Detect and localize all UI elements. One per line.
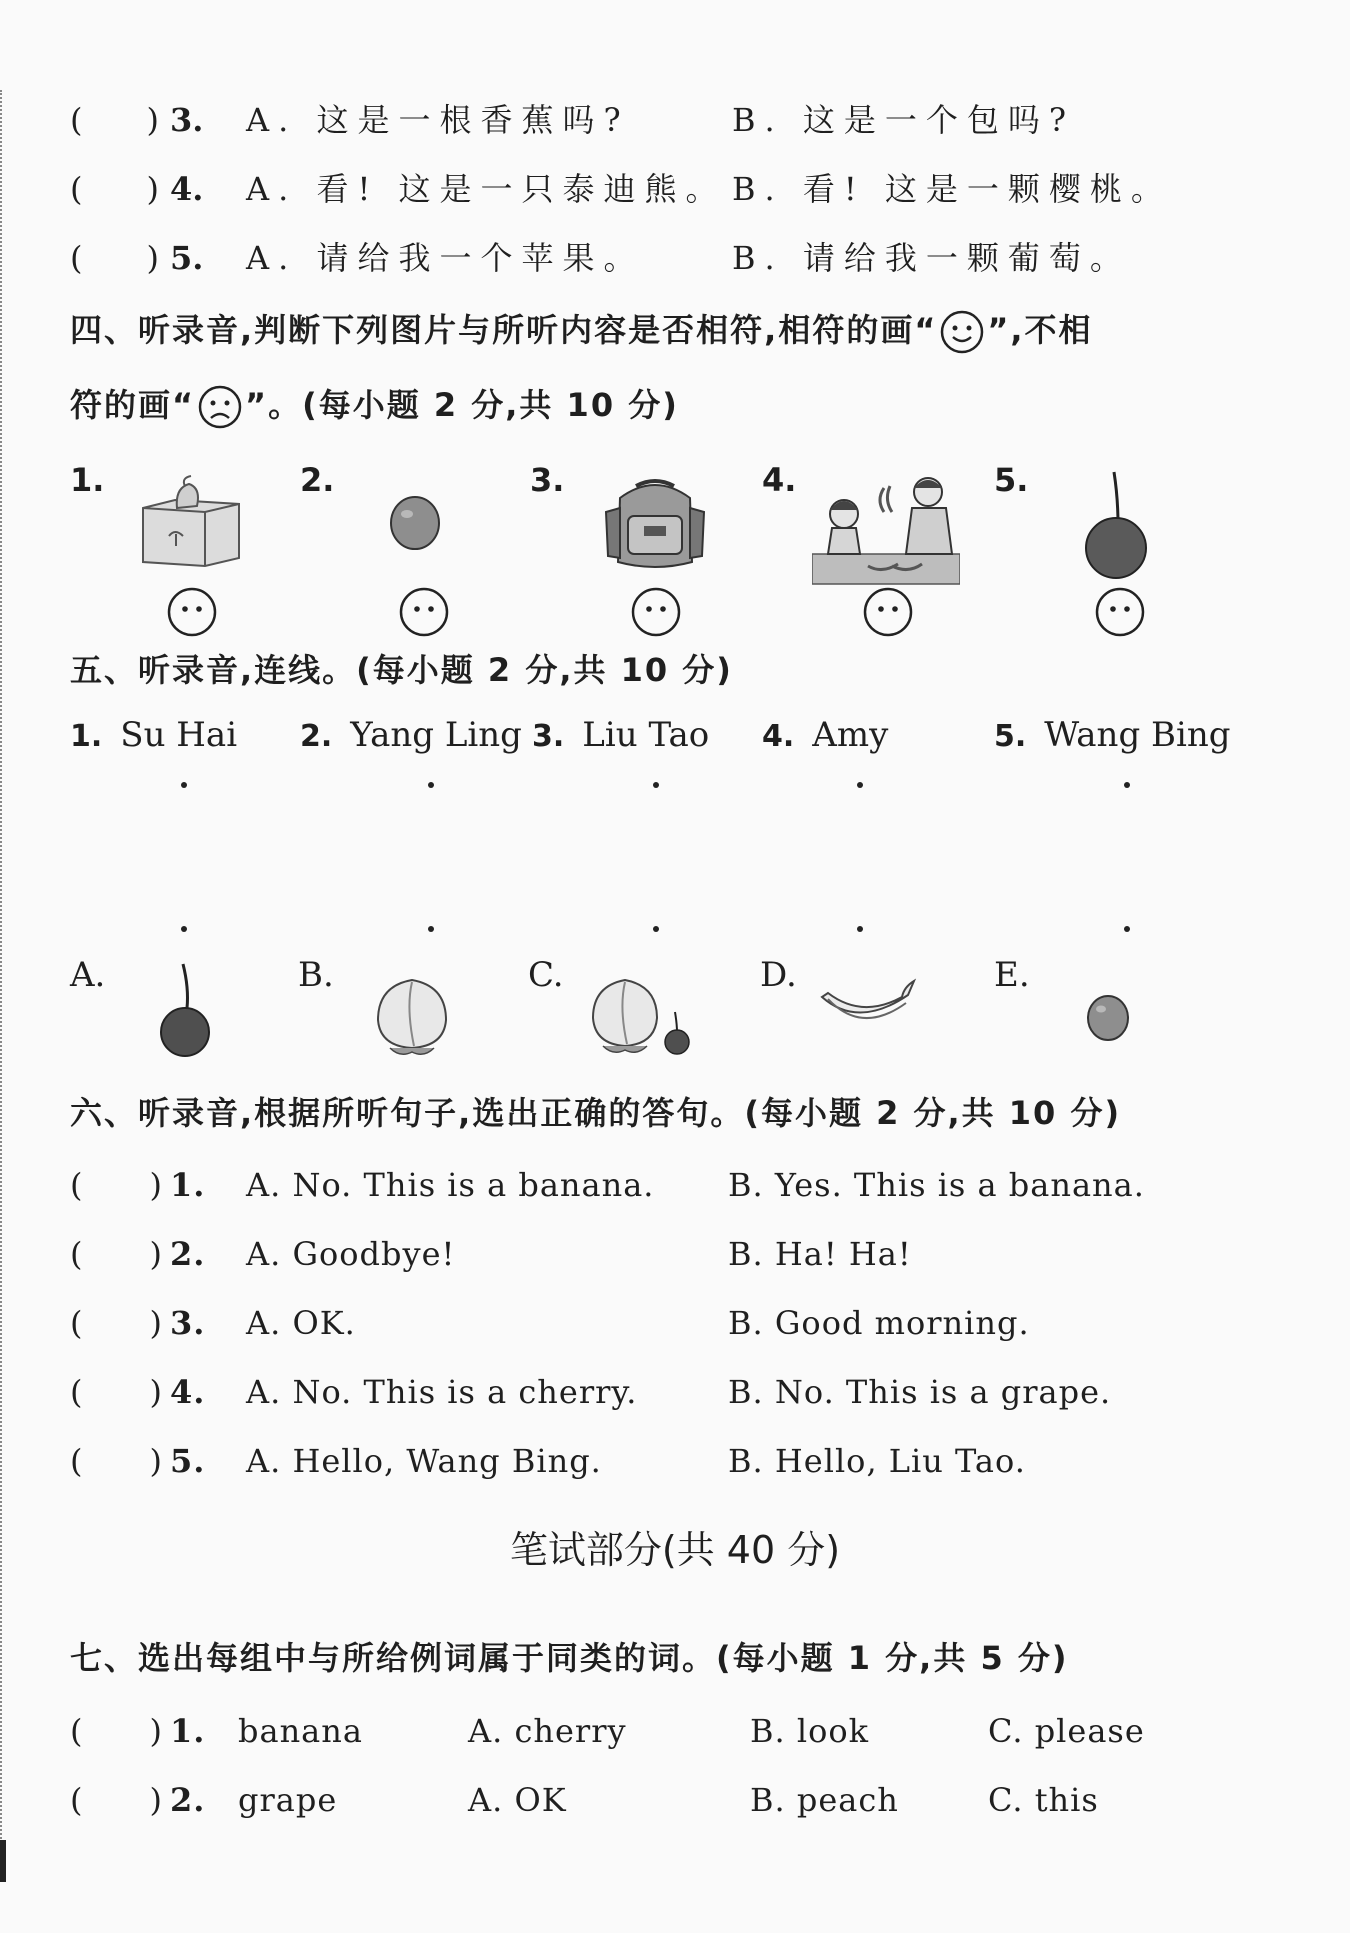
peach-icon bbox=[370, 968, 454, 1058]
cherry-icon bbox=[155, 962, 217, 1058]
section4-score: ”。(每小题 2 分,共 10 分) bbox=[245, 386, 679, 424]
answer-blank[interactable]: ( ) bbox=[70, 170, 159, 208]
question-number: 4. bbox=[170, 1373, 206, 1411]
question-number: 2. bbox=[170, 1781, 206, 1819]
option-a: A. No. This is a banana. bbox=[246, 1166, 655, 1204]
school-bag-icon bbox=[600, 472, 710, 574]
smiley-face-icon[interactable] bbox=[630, 586, 682, 638]
option-a: A. cherry bbox=[468, 1712, 627, 1750]
option-a: A. 请给我一个苹果。 bbox=[246, 239, 645, 277]
option-b: B. 看! 这是一颗樱桃。 bbox=[732, 170, 1172, 208]
option-c: C. please bbox=[988, 1712, 1145, 1750]
answer-blank[interactable]: ( ) bbox=[70, 1304, 163, 1342]
binding-edge-mark bbox=[0, 1840, 6, 1882]
children-bananas-icon bbox=[812, 470, 960, 586]
name-item-5 bbox=[994, 710, 1231, 762]
section7-heading: 七、选出每组中与所给例词属于同类的词。(每小题 1 分,共 5 分) bbox=[70, 1639, 1069, 1677]
connect-dot-bottom-b[interactable] bbox=[428, 926, 434, 932]
name-item-3 bbox=[532, 710, 709, 762]
gift-box-peach-icon bbox=[135, 470, 247, 570]
answer-blank[interactable]: ( ) bbox=[70, 1166, 163, 1204]
option-a: A. OK bbox=[468, 1781, 567, 1819]
smiley-face-icon[interactable] bbox=[862, 586, 914, 638]
option-b: B. 这是一个包吗? bbox=[732, 101, 1076, 139]
banana-icon bbox=[818, 975, 920, 1037]
question-number: 1. bbox=[170, 1166, 206, 1204]
option-b: B. Yes. This is a banana. bbox=[728, 1166, 1145, 1204]
question-number: 2. bbox=[170, 1235, 206, 1273]
name-number: 2. bbox=[300, 719, 333, 754]
option-a: A. 这是一根香蕉吗? bbox=[246, 101, 630, 139]
picture-letter-d: D. bbox=[760, 955, 797, 995]
question-number: 5. bbox=[170, 1442, 206, 1480]
name-item-2 bbox=[300, 710, 522, 762]
connect-dot-top-4[interactable] bbox=[857, 782, 863, 788]
question-number: 3. bbox=[170, 101, 204, 139]
picture-label-3: 3. bbox=[530, 461, 565, 499]
name-text: Amy bbox=[812, 715, 889, 755]
name-text: Su Hai bbox=[120, 715, 238, 755]
option-b: B. 请给我一颗葡萄。 bbox=[732, 239, 1131, 277]
connect-dot-bottom-e[interactable] bbox=[1124, 926, 1130, 932]
picture-label-5: 5. bbox=[994, 461, 1029, 499]
connect-dot-top-2[interactable] bbox=[428, 782, 434, 788]
connect-dot-top-3[interactable] bbox=[653, 782, 659, 788]
written-part-title: 笔试部分(共 40 分) bbox=[509, 1528, 841, 1572]
section6-heading: 六、听录音,根据所听句子,选出正确的答句。(每小题 2 分,共 10 分) bbox=[70, 1094, 1122, 1132]
answer-blank[interactable]: ( ) bbox=[70, 1373, 163, 1411]
question-number: 5. bbox=[170, 239, 204, 277]
question-number: 3. bbox=[170, 1304, 206, 1342]
name-text: Yang Ling bbox=[350, 715, 522, 755]
question-number: 4. bbox=[170, 170, 204, 208]
section4-heading-line1 bbox=[70, 305, 1093, 355]
name-number: 3. bbox=[532, 719, 565, 754]
picture-letter-c: C. bbox=[528, 955, 564, 995]
option-b: B. peach bbox=[750, 1781, 899, 1819]
answer-blank[interactable]: ( ) bbox=[70, 239, 159, 277]
picture-letter-a: A. bbox=[70, 955, 106, 995]
answer-blank[interactable]: ( ) bbox=[70, 1442, 163, 1480]
smiley-face-icon[interactable] bbox=[398, 586, 450, 638]
section4-heading-text: 四、听录音,判断下列图片与所听内容是否相符,相符的画“ bbox=[70, 311, 938, 349]
picture-label-1: 1. bbox=[70, 461, 105, 499]
option-b: B. look bbox=[750, 1712, 870, 1750]
name-number: 1. bbox=[70, 719, 103, 754]
option-a: A. No. This is a cherry. bbox=[246, 1373, 638, 1411]
connect-dot-top-5[interactable] bbox=[1124, 782, 1130, 788]
name-text: Liu Tao bbox=[582, 715, 710, 755]
peach-and-cherry-icon bbox=[585, 968, 695, 1058]
section4-heading-line2 bbox=[70, 380, 679, 430]
smiley-face-icon bbox=[939, 309, 985, 355]
cherry-icon bbox=[1080, 468, 1152, 582]
connect-dot-top-1[interactable] bbox=[181, 782, 187, 788]
name-text: Wang Bing bbox=[1044, 715, 1231, 755]
option-b: B. No. This is a grape. bbox=[728, 1373, 1112, 1411]
section5-heading: 五、听录音,连线。(每小题 2 分,共 10 分) bbox=[70, 651, 733, 689]
answer-blank[interactable]: ( ) bbox=[70, 101, 159, 139]
example-word: banana bbox=[238, 1712, 363, 1750]
name-item-1 bbox=[70, 710, 237, 762]
option-a: A. 看! 这是一只泰迪熊。 bbox=[246, 170, 727, 208]
answer-blank[interactable]: ( ) bbox=[70, 1712, 163, 1750]
binding-edge-line bbox=[0, 90, 4, 1850]
picture-letter-b: B. bbox=[298, 955, 334, 995]
answer-blank[interactable]: ( ) bbox=[70, 1781, 163, 1819]
smiley-face-icon[interactable] bbox=[166, 586, 218, 638]
section4-heading-text: 符的画“ bbox=[70, 386, 196, 424]
connect-dot-bottom-a[interactable] bbox=[181, 926, 187, 932]
option-b: B. Good morning. bbox=[728, 1304, 1030, 1342]
option-a: A. Goodbye! bbox=[246, 1235, 456, 1273]
option-b: B. Hello, Liu Tao. bbox=[728, 1442, 1026, 1480]
grape-icon bbox=[385, 490, 445, 552]
connect-dot-bottom-d[interactable] bbox=[857, 926, 863, 932]
question-number: 1. bbox=[170, 1712, 206, 1750]
name-number: 5. bbox=[994, 719, 1027, 754]
option-a: A. OK. bbox=[246, 1304, 356, 1342]
option-c: C. this bbox=[988, 1781, 1099, 1819]
name-number: 4. bbox=[762, 719, 795, 754]
section4-heading-text-end: ”,不相 bbox=[987, 311, 1093, 349]
sad-face-icon bbox=[197, 384, 243, 430]
smiley-face-icon[interactable] bbox=[1094, 586, 1146, 638]
connect-dot-bottom-c[interactable] bbox=[653, 926, 659, 932]
picture-label-2: 2. bbox=[300, 461, 335, 499]
example-word: grape bbox=[238, 1781, 338, 1819]
picture-letter-e: E. bbox=[994, 955, 1030, 995]
name-item-4 bbox=[762, 710, 888, 762]
answer-blank[interactable]: ( ) bbox=[70, 1235, 163, 1273]
picture-label-4: 4. bbox=[762, 461, 797, 499]
option-a: A. Hello, Wang Bing. bbox=[246, 1442, 602, 1480]
grape-icon bbox=[1084, 990, 1132, 1044]
option-b: B. Ha! Ha! bbox=[728, 1235, 912, 1273]
